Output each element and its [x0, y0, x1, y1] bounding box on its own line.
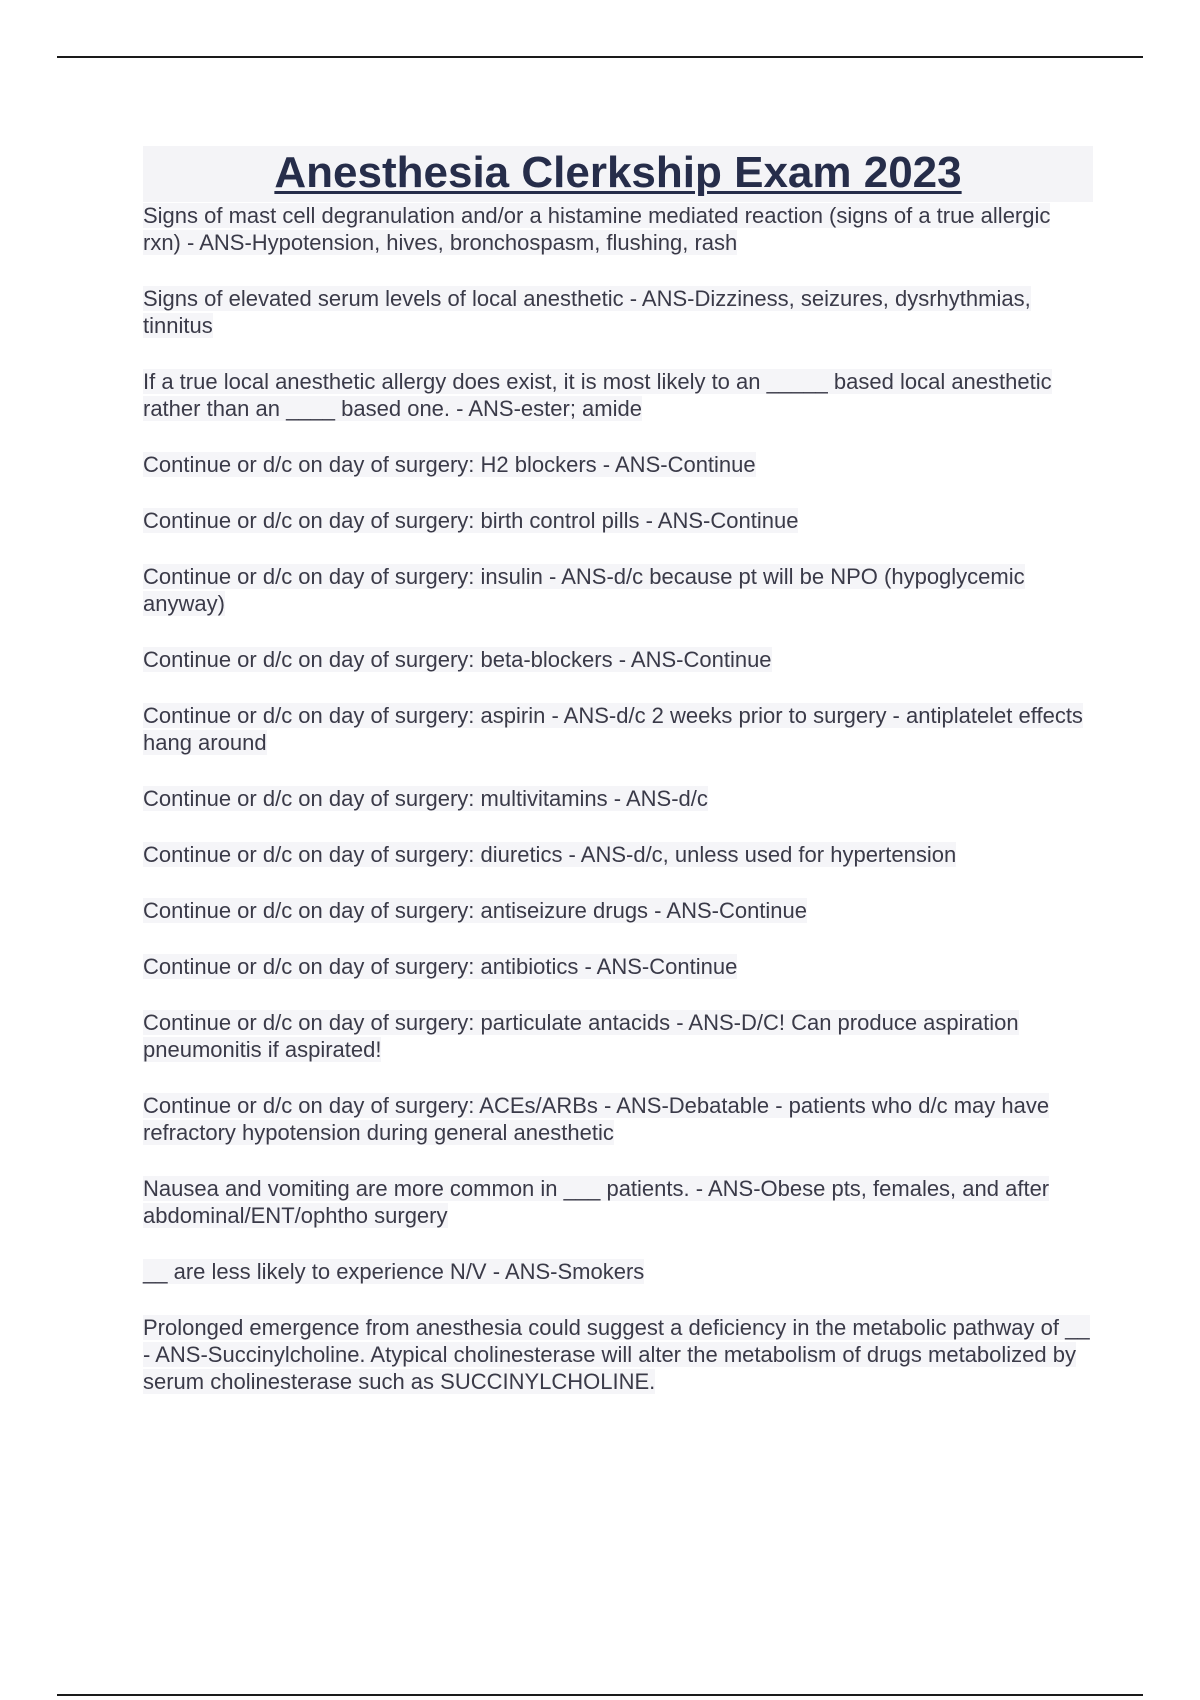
qa-item: Continue or d/c on day of surgery: H2 blockers - ANS-Continue — [143, 452, 756, 477]
document-body — [143, 146, 1093, 1424]
footer-rule — [57, 1694, 1143, 1696]
header-rule — [57, 56, 1143, 58]
qa-item: Continue or d/c on day of surgery: beta-blockers - ANS-Continue — [143, 647, 772, 672]
qa-item: Continue or d/c on day of surgery: particulate antacids - ANS-D/C! Can produce aspiration pneumonitis if aspirated! — [143, 1010, 1019, 1062]
document-title: Anesthesia Clerkship Exam 2023 — [274, 148, 962, 197]
qa-item: Continue or d/c on day of surgery: birth control pills - ANS-Continue — [143, 508, 799, 533]
qa-item: Nausea and vomiting are more common in ___ patients. - ANS-Obese pts, females, and after abdominal/ENT/ophtho surgery — [143, 1176, 1050, 1228]
qa-item: Signs of mast cell degranulation and/or a histamine mediated reaction (signs of a true allergic rxn) - ANS-Hypotension, hives, bronchospasm, flushing, rash — [143, 203, 1051, 255]
qa-item: Continue or d/c on day of surgery: ACEs/ARBs - ANS-Debatable - patients who d/c may have refractory hypotension during general anesthetic — [143, 1093, 1050, 1145]
qa-item: Continue or d/c on day of surgery: antiseizure drugs - ANS-Continue — [143, 898, 808, 923]
qa-item: Continue or d/c on day of surgery: insulin - ANS-d/c because pt will be NPO (hypoglycemic anyway) — [143, 564, 1025, 616]
qa-item: Continue or d/c on day of surgery: antibiotics - ANS-Continue — [143, 954, 738, 979]
qa-item: If a true local anesthetic allergy does exist, it is most likely to an _____ based local anesthetic rather than an ____ based one. - ANS-ester; amide — [143, 369, 1052, 421]
qa-item: Continue or d/c on day of surgery: diuretics - ANS-d/c, unless used for hypertension — [143, 842, 957, 867]
qa-list — [143, 202, 1093, 1395]
qa-item: Continue or d/c on day of surgery: aspirin - ANS-d/c 2 weeks prior to surgery - antiplatelet effects hang around — [143, 703, 1083, 755]
qa-item: __ are less likely to experience N/V - ANS-Smokers — [143, 1259, 645, 1284]
qa-item: Continue or d/c on day of surgery: multivitamins - ANS-d/c — [143, 786, 708, 811]
qa-item: Prolonged emergence from anesthesia could suggest a deficiency in the metabolic pathway of __ - ANS-Succinylcholine. Atypical cholinesterase will alter the metabolism of drugs metabolized by serum cholinesterase such as SUCCINYLCHOLINE. — [143, 1315, 1090, 1394]
title-block — [143, 146, 1093, 202]
qa-item: Signs of elevated serum levels of local anesthetic - ANS-Dizziness, seizures, dysrhythmias, tinnitus — [143, 286, 1031, 338]
